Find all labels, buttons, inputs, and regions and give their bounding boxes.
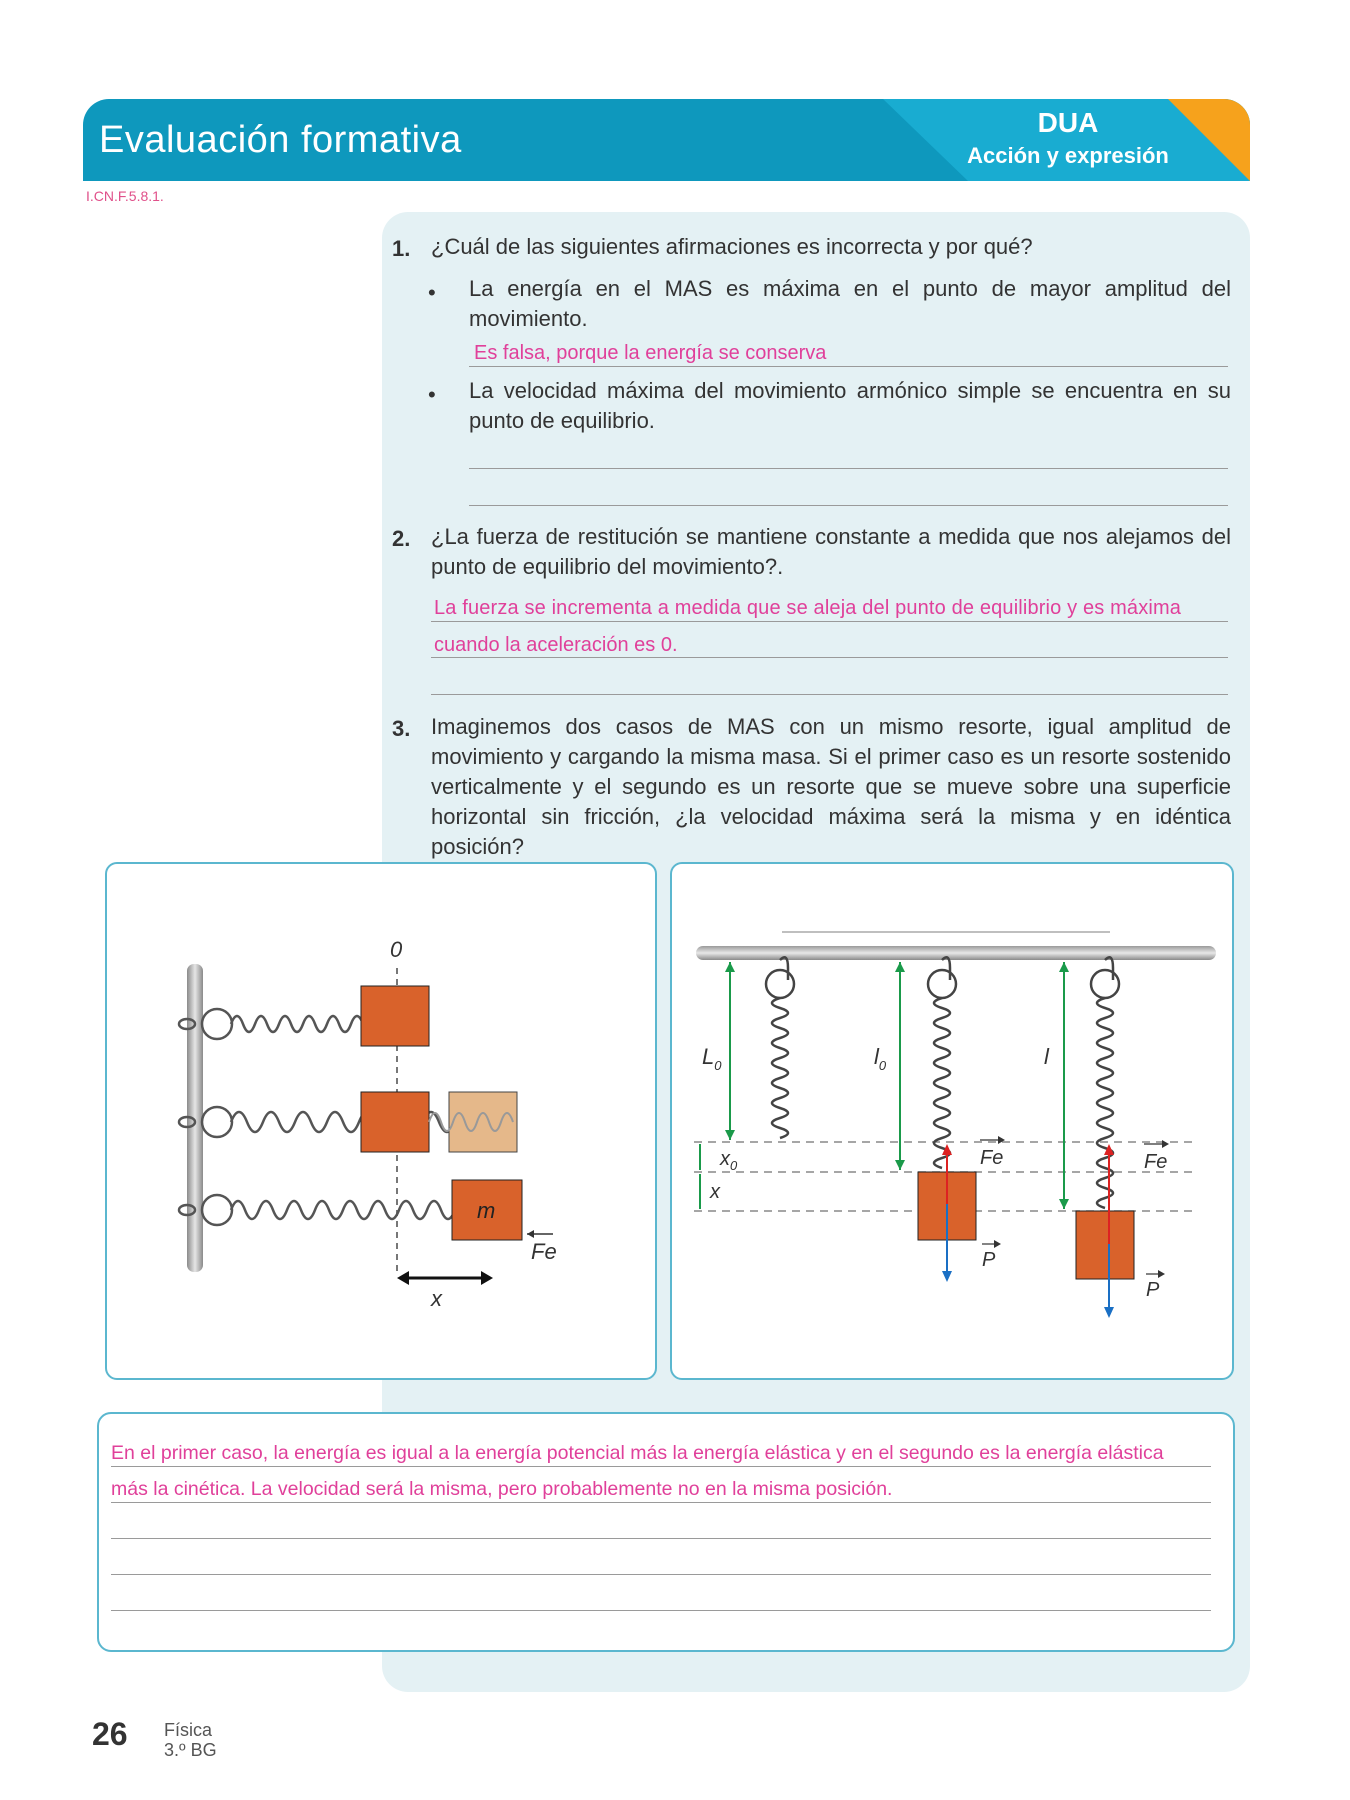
final-answer-rule-1: [111, 1466, 1211, 1467]
q1-item-2-bullet: •: [428, 382, 436, 407]
label-p-1: P: [982, 1249, 996, 1271]
final-answer-line-1: En el primer caso, la energía es igual a la energía potencial más la energía elástica y en el segundo es la energía elástica: [111, 1442, 1164, 1464]
block-extended-ghost: [449, 1092, 517, 1152]
label-fe-2: Fe: [1144, 1151, 1168, 1173]
horizontal-spring-diagram: [107, 864, 655, 1378]
label-l0: $l_0$: [874, 1044, 887, 1073]
vertical-spring-displaced: [1091, 957, 1119, 1208]
q2-answer-line-1: La fuerza se incrementa a medida que se aleja del punto de equilibrio y es máxima: [434, 597, 1182, 619]
header-banner: [83, 99, 1250, 181]
force-fe-head-2: [1104, 1144, 1114, 1155]
label-x: x: [710, 1181, 720, 1203]
weight-head-2: [1104, 1307, 1114, 1318]
force-arrow-head: [527, 1230, 534, 1238]
label-x: x: [431, 1286, 442, 1311]
vertical-spring-equilibrium: [928, 957, 956, 1168]
ceiling-bar: [696, 946, 1216, 960]
page-title: Evaluación formativa: [99, 119, 462, 161]
final-answer-line-2: más la cinética. La velocidad será la misma, pero probablemente no en la misma posición.: [111, 1478, 893, 1500]
q1-item-1-answer-line: [469, 366, 1228, 367]
q2-answer-rule-2: [431, 657, 1228, 658]
vertical-block-displaced: [1076, 1211, 1134, 1279]
q1-item-1-text: La energía en el MAS es máxima en el punto de mayor amplitud del movimiento.: [469, 276, 1231, 331]
figure-vertical-spring: [670, 862, 1234, 1380]
dua-badge-subtitle: Acción y expresión: [967, 143, 1169, 168]
q2-answer-rule-1: [431, 621, 1228, 622]
block-compressed: [361, 986, 429, 1046]
vertical-spring-natural: [766, 957, 794, 1138]
footer-subject: [164, 1720, 217, 1760]
fe-vector-head-1: [998, 1136, 1005, 1144]
figure-horizontal-spring: [105, 862, 657, 1380]
displacement-arrow-right: [481, 1271, 493, 1285]
q1-item-2-answer-line-2[interactable]: [469, 505, 1228, 506]
block-equilibrium: [361, 1092, 429, 1152]
weight-head-1: [942, 1271, 952, 1282]
q1-item-1-answer: Es falsa, porque la energía se conserva: [474, 342, 827, 364]
label-force: Fe: [531, 1239, 557, 1264]
label-x0: $x_0$: [720, 1148, 738, 1173]
p-vector-head-2: [1158, 1270, 1165, 1278]
q2-answer-line-2: cuando la aceleración es 0.: [434, 634, 678, 656]
label-l: l: [1044, 1044, 1049, 1069]
q2-answer-rule-3[interactable]: [431, 694, 1228, 695]
question-3-text: Imaginemos dos casos de MAS con un mismo resorte, igual amplitud de movimiento y cargando la misma masa. Si el primer caso es un resorte sostenido verticalmente y el segundo es un resorte que se mueve sobre una superficie horizontal sin fricción, ¿la velocidad máxima será la misma y en idéntica posición?: [431, 714, 1231, 859]
question-1-text: ¿Cuál de las siguientes afirmaciones es incorrecta y por qué?: [431, 234, 1033, 259]
dua-badge-title: DUA: [1037, 107, 1099, 138]
label-fe-1: Fe: [980, 1147, 1004, 1169]
q1-item-1-bullet: •: [428, 280, 436, 305]
displacement-arrow-left: [397, 1271, 409, 1285]
q1-item-2-text: La velocidad máxima del movimiento armónico simple se encuentra en su punto de equilibrio.: [469, 378, 1231, 433]
q1-item-2-answer-line-1[interactable]: [469, 468, 1228, 469]
page-number: 26: [92, 1716, 128, 1752]
label-p-2: P: [1146, 1279, 1160, 1301]
spring-extended: [179, 1195, 483, 1225]
question-2-number: 2.: [392, 526, 411, 551]
vertical-spring-diagram: [672, 864, 1232, 1378]
final-answer-rule-5[interactable]: [111, 1610, 1211, 1611]
subject-name: Física: [164, 1720, 213, 1740]
question-2-text: ¿La fuerza de restitución se mantiene constante a medida que nos alejamos del punto de equilibrio del movimiento?.: [431, 524, 1231, 579]
label-zero: 0: [390, 937, 403, 962]
final-answer-rule-2: [111, 1502, 1211, 1503]
final-answer-rule-4[interactable]: [111, 1574, 1211, 1575]
indicator-code: I.CN.F.5.8.1.: [86, 188, 164, 204]
label-L0: $L_0$: [702, 1044, 722, 1073]
label-mass: m: [477, 1198, 496, 1223]
final-answer-rule-3[interactable]: [111, 1538, 1211, 1539]
grade-level: 3.º BG: [164, 1740, 217, 1760]
question-1-number: 1.: [392, 236, 411, 261]
p-vector-head-1: [994, 1240, 1001, 1248]
question-3-number: 3.: [392, 716, 411, 741]
fe-vector-head-2: [1162, 1140, 1169, 1148]
